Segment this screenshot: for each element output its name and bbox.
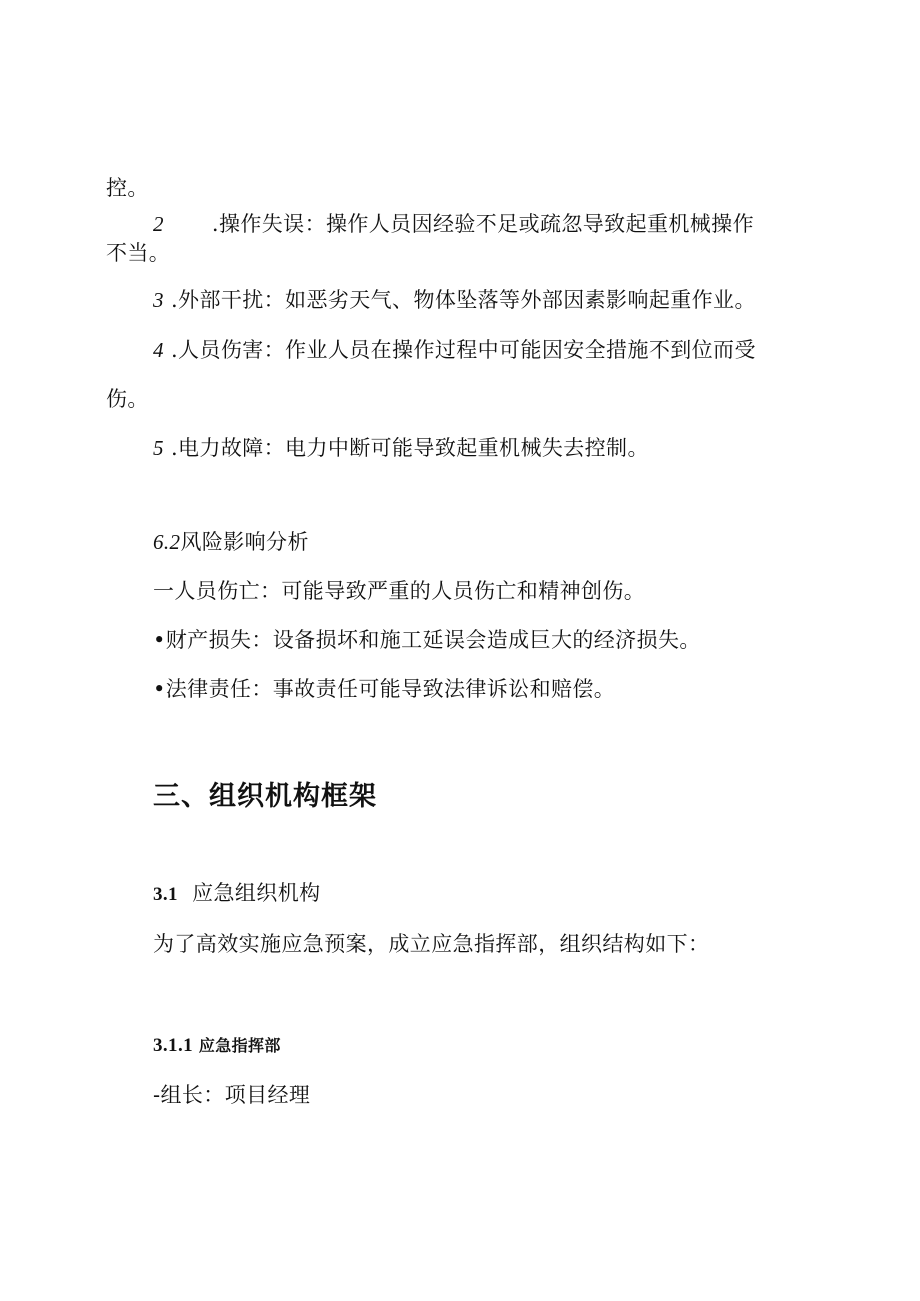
list-item-text: .人员伤害：作业人员在操作过程中可能因安全措施不到位而受 [170, 338, 756, 362]
subsection-3-1-1 [153, 1033, 281, 1059]
leader-line: -组长：项目经理 [153, 1083, 311, 1107]
subsection-title: 风险影响分析 [180, 530, 309, 554]
list-number: 5 [153, 436, 164, 460]
paragraph-continuation: 控。 [106, 176, 149, 200]
list-item-4-continuation: 伤。 [106, 387, 149, 411]
list-item-text: .电力故障：电力中断可能导致起重机械失去控制。 [170, 436, 649, 460]
bullet-property-loss: •财产损失：设备损坏和施工延误会造成巨大的经济损失。 [153, 628, 701, 652]
list-item-text: .操作失误：操作人员因经验不足或疏忽导致起重机械操作 [211, 212, 754, 236]
subsection-number: 3.1 [153, 884, 178, 905]
subsection-title: 应急组织机构 [192, 881, 321, 905]
subsection-title: 应急指挥部 [198, 1036, 281, 1055]
section-heading-3: 三、组织机构框架 [153, 781, 377, 812]
list-item-text: .外部干扰：如恶劣天气、物体坠落等外部因素影响起重作业。 [170, 288, 756, 312]
list-item-5 [153, 435, 649, 461]
paragraph-org-structure: 为了高效实施应急预案，成立应急指挥部，组织结构如下： [153, 932, 710, 956]
list-number: 2 [153, 212, 164, 236]
list-item-2-continuation: 不当。 [106, 241, 171, 265]
subsection-number: 6.2 [153, 530, 181, 554]
list-item-2 [153, 211, 754, 237]
list-item-3 [153, 287, 756, 313]
list-number: 4 [153, 338, 164, 362]
subsection-6-2 [153, 529, 309, 555]
bullet-casualties: 一人员伤亡：可能导致严重的人员伤亡和精神创伤。 [153, 579, 646, 603]
subsection-number: 3.1.1 [153, 1035, 193, 1056]
list-item-4 [153, 337, 756, 363]
subsection-3-1 [153, 880, 321, 908]
list-number: 3 [153, 288, 164, 312]
bullet-legal-liability: •法律责任：事故责任可能导致法律诉讼和赔偿。 [153, 677, 616, 701]
